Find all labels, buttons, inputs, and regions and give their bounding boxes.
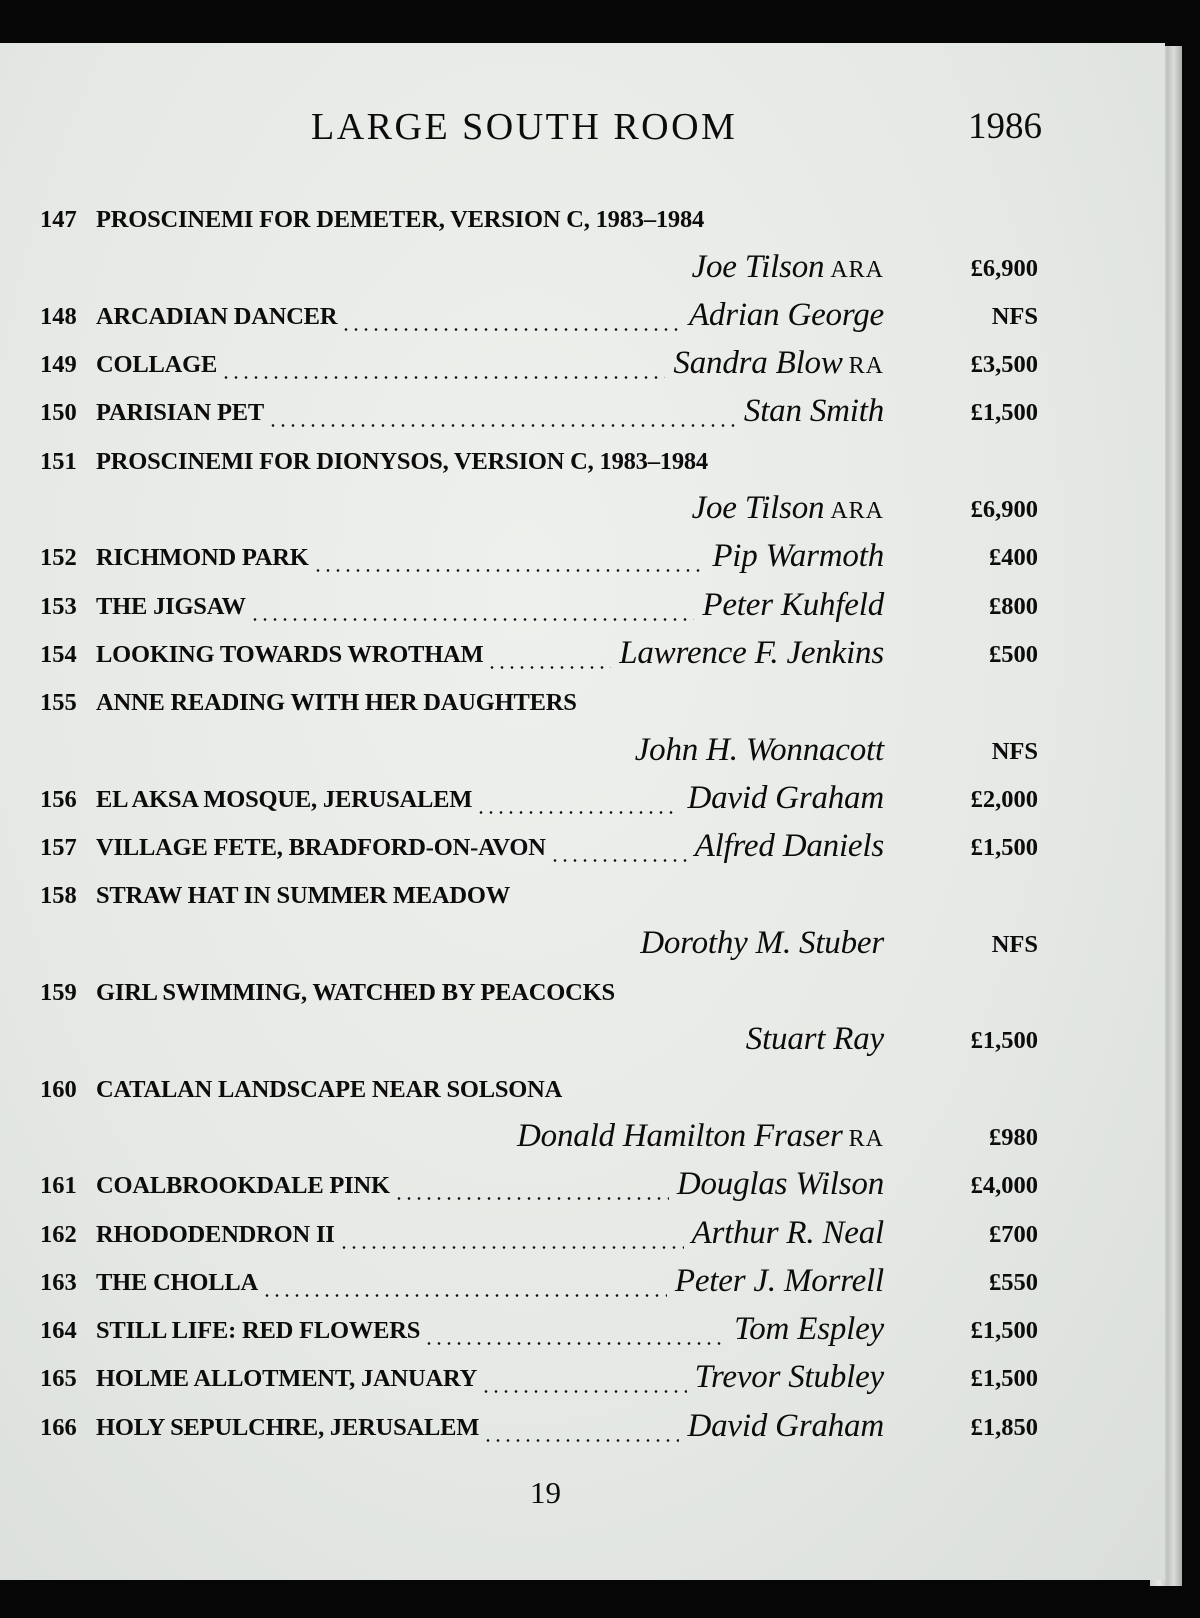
artist-name: Joe Tilson bbox=[691, 490, 825, 527]
entry-title: PROSCINEMI FOR DEMETER, VERSION C, 1983–1984 bbox=[96, 206, 705, 234]
catalogue-entry bbox=[0, 776, 1165, 824]
entry-number: 161 bbox=[40, 1172, 77, 1200]
entry-artist bbox=[702, 587, 884, 624]
entry-number: 152 bbox=[40, 544, 77, 572]
entry-price: £3,500 bbox=[970, 351, 1038, 379]
catalogue-entry bbox=[0, 534, 1165, 582]
entry-artist bbox=[695, 1359, 884, 1396]
entry-artist bbox=[746, 1021, 884, 1058]
dot-leader bbox=[394, 1197, 669, 1200]
entry-number: 162 bbox=[40, 1220, 77, 1248]
academy-suffix: ARA bbox=[830, 498, 884, 525]
entry-price: NFS bbox=[991, 302, 1038, 330]
entry-price: £2,000 bbox=[970, 785, 1038, 813]
dot-leader bbox=[483, 1439, 679, 1442]
catalogue-entry bbox=[0, 872, 1165, 920]
entry-title: EL AKSA MOSQUE, JERUSALEM bbox=[96, 785, 473, 813]
catalogue-entry-continuation bbox=[0, 920, 1165, 968]
entry-artist bbox=[673, 345, 884, 382]
catalogue-year: 1986 bbox=[968, 106, 1042, 147]
entry-number: 147 bbox=[40, 206, 77, 234]
artist-name: Arthur R. Neal bbox=[691, 1214, 884, 1251]
artist-name: David Graham bbox=[687, 1407, 884, 1444]
catalogue-entry bbox=[0, 341, 1165, 389]
artist-name: Tom Espley bbox=[734, 1311, 884, 1348]
entry-number: 164 bbox=[40, 1317, 77, 1345]
entry-price: £6,900 bbox=[970, 496, 1038, 524]
entry-artist bbox=[744, 393, 884, 430]
academy-suffix: ARA bbox=[830, 256, 884, 283]
artist-name: Adrian George bbox=[688, 296, 884, 333]
entry-price: £400 bbox=[989, 544, 1038, 572]
entry-title: GIRL SWIMMING, WATCHED BY PEACOCKS bbox=[96, 979, 615, 1007]
academy-suffix: RA bbox=[848, 353, 884, 380]
artist-name: Dorothy M. Stuber bbox=[640, 924, 884, 961]
catalogue-entry bbox=[0, 1162, 1165, 1210]
entry-number: 155 bbox=[40, 689, 77, 717]
dot-leader bbox=[424, 1342, 726, 1345]
entry-price: NFS bbox=[991, 737, 1038, 765]
entry-title: LOOKING TOWARDS WROTHAM bbox=[96, 640, 484, 668]
entry-artist bbox=[677, 1166, 884, 1203]
dot-leader bbox=[221, 376, 665, 379]
entry-price: £500 bbox=[989, 640, 1038, 668]
entry-artist bbox=[695, 828, 884, 865]
entry-title: HOLME ALLOTMENT, JANUARY bbox=[96, 1365, 478, 1393]
entry-title: ANNE READING WITH HER DAUGHTERS bbox=[96, 689, 577, 717]
page-number: 19 bbox=[530, 1475, 561, 1510]
entry-artist bbox=[687, 1408, 884, 1445]
catalogue-entry-continuation bbox=[0, 486, 1165, 534]
catalogue-entry bbox=[0, 1210, 1165, 1258]
entry-price: £1,500 bbox=[970, 1317, 1038, 1345]
entry-number: 150 bbox=[40, 399, 77, 427]
catalogue-entry bbox=[0, 969, 1165, 1017]
entry-artist bbox=[687, 780, 884, 817]
entry-number: 166 bbox=[40, 1413, 77, 1441]
entry-title: RHODODENDRON II bbox=[96, 1220, 335, 1248]
entry-title: THE CHOLLA bbox=[96, 1268, 259, 1296]
entry-title: RICHMOND PARK bbox=[96, 544, 309, 572]
entry-title: PARISIAN PET bbox=[96, 399, 264, 427]
entry-price: £980 bbox=[989, 1123, 1038, 1151]
catalogue-entry bbox=[0, 1259, 1165, 1307]
artist-name: Donald Hamilton Fraser bbox=[517, 1117, 843, 1154]
entry-number: 154 bbox=[40, 640, 77, 668]
catalogue-entry bbox=[0, 582, 1165, 630]
entry-number: 160 bbox=[40, 1075, 77, 1103]
entry-price: £4,000 bbox=[970, 1172, 1038, 1200]
artist-name: Stan Smith bbox=[743, 393, 884, 430]
entry-title: STILL LIFE: RED FLOWERS bbox=[96, 1317, 421, 1345]
entry-price: NFS bbox=[991, 930, 1038, 958]
entry-artist bbox=[734, 1311, 884, 1348]
entry-artist bbox=[635, 732, 884, 769]
page-header bbox=[0, 105, 1165, 155]
academy-suffix: RA bbox=[848, 1125, 884, 1152]
dot-leader bbox=[262, 1294, 667, 1297]
artist-name: Peter Kuhfeld bbox=[702, 586, 884, 623]
entry-title: CATALAN LANDSCAPE NEAR SOLSONA bbox=[96, 1075, 563, 1103]
entry-title: COLLAGE bbox=[96, 351, 218, 379]
artist-name: Douglas Wilson bbox=[676, 1166, 884, 1203]
entry-number: 159 bbox=[40, 979, 77, 1007]
entry-number: 148 bbox=[40, 302, 77, 330]
catalogue-entry bbox=[0, 196, 1165, 244]
catalogue-list bbox=[0, 196, 1165, 1452]
dot-leader bbox=[250, 618, 695, 621]
catalogue-entry bbox=[0, 437, 1165, 485]
entry-title: VILLAGE FETE, BRADFORD-ON-AVON bbox=[96, 834, 546, 862]
artist-name: David Graham bbox=[687, 779, 884, 816]
dot-leader bbox=[341, 328, 681, 331]
room-title: LARGE SOUTH ROOM bbox=[311, 106, 738, 148]
entry-number: 149 bbox=[40, 351, 77, 379]
catalogue-entry bbox=[0, 631, 1165, 679]
entry-price: £1,500 bbox=[970, 1365, 1038, 1393]
entry-artist bbox=[692, 249, 884, 286]
catalogue-page bbox=[0, 43, 1165, 1580]
entry-artist bbox=[689, 297, 884, 334]
dot-leader bbox=[268, 424, 736, 427]
artist-name: Stuart Ray bbox=[745, 1021, 884, 1058]
entry-title: THE JIGSAW bbox=[96, 592, 246, 620]
artist-name: Peter J. Morrell bbox=[674, 1262, 884, 1299]
catalogue-entry bbox=[0, 1355, 1165, 1403]
catalogue-entry bbox=[0, 389, 1165, 437]
entry-number: 158 bbox=[40, 882, 77, 910]
entry-title: PROSCINEMI FOR DIONYSOS, VERSION C, 1983–1984 bbox=[96, 447, 708, 475]
entry-artist bbox=[619, 635, 884, 672]
dot-leader bbox=[550, 859, 687, 862]
catalogue-entry bbox=[0, 1307, 1165, 1355]
artist-name: John H. Wonnacott bbox=[634, 731, 884, 768]
artist-name: Pip Warmoth bbox=[712, 538, 884, 575]
catalogue-entry bbox=[0, 679, 1165, 727]
entry-price: £550 bbox=[989, 1268, 1038, 1296]
artist-name: Alfred Daniels bbox=[694, 828, 884, 865]
artist-name: Lawrence F. Jenkins bbox=[619, 634, 884, 671]
entry-title: STRAW HAT IN SUMMER MEADOW bbox=[96, 882, 511, 910]
catalogue-entry-continuation bbox=[0, 1114, 1165, 1162]
entry-title: HOLY SEPULCHRE, JERUSALEM bbox=[96, 1413, 480, 1441]
entry-artist bbox=[692, 490, 884, 527]
entry-artist bbox=[640, 925, 884, 962]
catalogue-entry-continuation bbox=[0, 1017, 1165, 1065]
artist-name: Trevor Stubley bbox=[694, 1359, 884, 1396]
entry-artist bbox=[675, 1263, 884, 1300]
entry-price: £6,900 bbox=[970, 254, 1038, 282]
dot-leader bbox=[339, 1246, 684, 1249]
entry-artist bbox=[712, 538, 884, 575]
dot-leader bbox=[487, 666, 611, 669]
dot-leader bbox=[481, 1390, 686, 1393]
artist-name: Sandra Blow bbox=[673, 345, 843, 382]
catalogue-entry-continuation bbox=[0, 244, 1165, 292]
entry-number: 156 bbox=[40, 785, 77, 813]
artist-name: Joe Tilson bbox=[691, 248, 825, 285]
entry-number: 151 bbox=[40, 447, 77, 475]
entry-artist bbox=[692, 1215, 884, 1252]
entry-artist bbox=[517, 1118, 884, 1155]
entry-price: £700 bbox=[989, 1220, 1038, 1248]
catalogue-entry-continuation bbox=[0, 727, 1165, 775]
entry-title: COALBROOKDALE PINK bbox=[96, 1172, 390, 1200]
catalogue-entry bbox=[0, 824, 1165, 872]
entry-price: £1,500 bbox=[970, 1027, 1038, 1055]
catalogue-entry bbox=[0, 293, 1165, 341]
entry-number: 153 bbox=[40, 592, 77, 620]
catalogue-entry bbox=[0, 1403, 1165, 1451]
entry-title: ARCADIAN DANCER bbox=[96, 302, 338, 330]
entry-price: £1,500 bbox=[970, 834, 1038, 862]
entry-price: £1,500 bbox=[970, 399, 1038, 427]
entry-price: £800 bbox=[989, 592, 1038, 620]
entry-number: 165 bbox=[40, 1365, 77, 1393]
entry-number: 163 bbox=[40, 1268, 77, 1296]
dot-leader bbox=[476, 811, 679, 814]
dot-leader bbox=[313, 569, 705, 572]
entry-number: 157 bbox=[40, 834, 77, 862]
entry-price: £1,850 bbox=[970, 1413, 1038, 1441]
catalogue-entry bbox=[0, 1065, 1165, 1113]
